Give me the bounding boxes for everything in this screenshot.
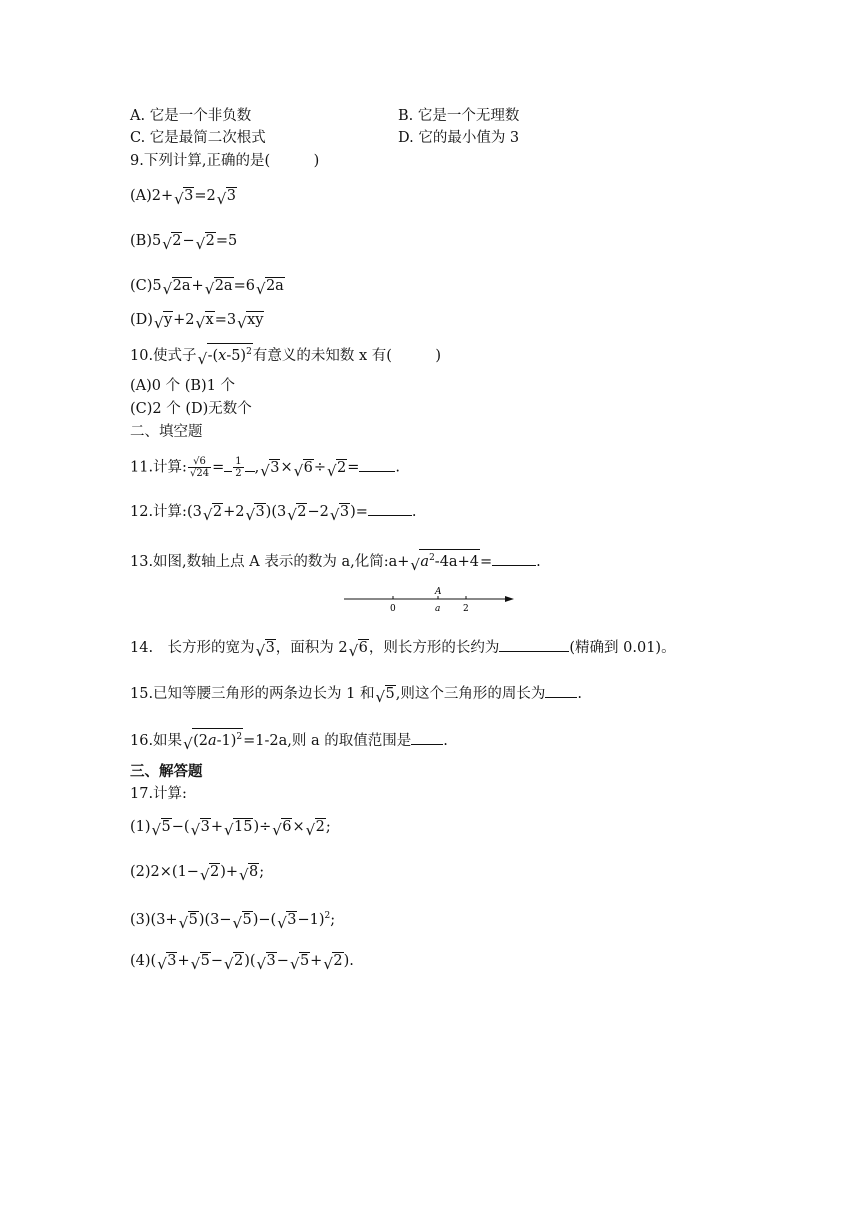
sqrt: √ 2 (305, 819, 325, 839)
radicand: 5 (200, 953, 210, 969)
q8-option-d: D. 它的最小值为 3 (398, 130, 520, 146)
text: (1) (130, 819, 151, 835)
operator: ÷ (313, 459, 326, 476)
sqrt: √ $(2a-1)^2$ (183, 728, 243, 751)
sqrt: √ 2a (255, 278, 284, 298)
denominator: √24 (189, 468, 210, 479)
q11 (130, 456, 400, 479)
text: 有意义的未知数 x 有( ) (252, 347, 442, 364)
text: 24 (196, 468, 210, 479)
radicand: 2 (205, 233, 215, 249)
answer-blank (492, 551, 536, 566)
text: + (177, 953, 190, 969)
exponent: 2 (429, 553, 435, 563)
q8-option-a: A. 它是一个非负数 (130, 108, 252, 124)
text: = (347, 459, 360, 476)
text: )−( (252, 911, 277, 928)
text: -4a+4 (434, 553, 479, 570)
q17-part-4 (130, 951, 354, 971)
text: 5 (151, 233, 162, 249)
answer-blank (224, 457, 232, 472)
q10-stem (130, 343, 441, 366)
variable: a (420, 553, 430, 570)
q17-part-2 (130, 862, 264, 882)
text: )(3− (198, 911, 232, 928)
radicand: 6 (282, 819, 292, 835)
q17-part-1 (130, 817, 331, 837)
sqrt: √ 3 (255, 640, 275, 660)
sqrt: √ 8 (239, 864, 259, 884)
answer-blank (545, 683, 577, 698)
text: 6 (199, 456, 206, 467)
radicand: 3 (265, 640, 275, 656)
text: ; (259, 864, 265, 880)
q9-stem: 9.下列计算,正确的是( ) (130, 153, 320, 169)
sqrt: √ 2 (287, 504, 307, 524)
text: × (292, 819, 305, 835)
radicand: 3 (266, 953, 276, 969)
sqrt: √ 3 (174, 188, 194, 208)
sqrt: √ x (195, 312, 214, 332)
sqrt: √ 2a (204, 278, 233, 298)
radicand: 2 (172, 233, 182, 249)
q14 (130, 637, 676, 658)
text: ; (325, 819, 331, 835)
variable: a (207, 732, 217, 749)
text: +2 (223, 504, 245, 520)
radicand: 6 (303, 459, 313, 476)
sqrt: √ 6 (272, 819, 292, 839)
radicand: 6 (358, 640, 368, 656)
sqrt: √ 6 (293, 459, 313, 480)
q8-option-c: C. 它是最简二次根式 (130, 130, 266, 146)
radicand: 3 (339, 504, 350, 520)
radicand: 15 (233, 819, 253, 835)
radicand: 3 (184, 188, 194, 204)
q16 (130, 728, 448, 751)
radicand: 3 (287, 911, 297, 928)
text: . (536, 553, 541, 570)
radicand: 2a (214, 278, 233, 294)
text: ，面积为 2 (275, 640, 348, 656)
text: 2+ (151, 188, 174, 204)
radicand: xy (247, 312, 264, 328)
text: -( (207, 347, 219, 364)
radicand (419, 549, 480, 571)
text: . (577, 686, 582, 702)
exponent: 2 (236, 732, 243, 742)
text: )(3 (265, 504, 287, 520)
sqrt: √ 3 (256, 953, 276, 973)
q9-option-d (130, 310, 264, 330)
answer-blank (359, 457, 395, 472)
numerator: √6 (188, 456, 211, 468)
text: =5 (215, 233, 238, 249)
text: −2 (307, 504, 329, 520)
variable: x (218, 347, 227, 364)
text: ). (343, 953, 354, 969)
text: − (182, 233, 195, 249)
axis-arrowhead (505, 596, 514, 602)
option-label: (A) (130, 188, 152, 204)
q9-option-c (130, 276, 285, 296)
q12 (130, 501, 416, 522)
sqrt: √ 3 (277, 911, 297, 932)
text: . (411, 504, 417, 520)
radicand: 3 (200, 819, 210, 835)
q15 (130, 683, 582, 704)
q10-options-row1: (A)0 个 (B)1 个 (130, 378, 236, 394)
radicand (192, 728, 243, 750)
radicand: 2 (315, 819, 325, 835)
text: -5) (226, 347, 247, 364)
q10-options-row2: (C)2 个 (D)无数个 (130, 401, 252, 417)
exponent: 2 (246, 347, 252, 357)
radicand: 2 (209, 864, 220, 880)
text: − (210, 953, 223, 969)
sqrt: √ 2 (202, 504, 223, 524)
text: + (310, 953, 323, 969)
q17-stem: 17.计算: (130, 786, 187, 802)
text: 12.计算:(3 (130, 504, 202, 520)
sqrt: √ 2 (199, 864, 220, 884)
text: =1-2a,则 a 的取值范围是 (243, 732, 412, 749)
text: =2 (194, 188, 216, 204)
text: . (443, 732, 448, 749)
text: = (479, 553, 493, 570)
sqrt: √ 3 (157, 953, 177, 973)
radicand: 2 (297, 504, 307, 520)
numerator: 1 (235, 456, 242, 467)
text: ,则这个三角形的周长为 (395, 686, 546, 702)
text: . (395, 459, 400, 476)
text: 14. 长方形的宽为 (130, 640, 255, 656)
q9-option-a (130, 186, 237, 206)
text: 10.使式子 (130, 347, 197, 364)
answer-blank (411, 730, 443, 745)
text: −( (171, 819, 190, 835)
text: (精确到 0.01)。 (569, 640, 676, 656)
text: −1) (297, 911, 325, 928)
text: 13.如图,数轴上点 A 表示的数为 a,化简:a+ (130, 553, 410, 570)
text: )= (350, 504, 368, 520)
answer-blank (499, 637, 569, 652)
radicand: 8 (249, 864, 259, 880)
text: , (254, 459, 260, 476)
radicand: x (205, 312, 214, 328)
radicand: 2 (336, 459, 347, 476)
radicand: 2a (172, 278, 191, 294)
sqrt: √ 3 (260, 459, 280, 480)
denominator: 2 (235, 468, 242, 479)
radicand: 2a (265, 278, 284, 294)
sqrt: √ 2 (323, 953, 343, 973)
radicand: 5 (242, 911, 252, 928)
q13 (130, 549, 541, 572)
text: ; (330, 911, 336, 928)
label-a: a (435, 604, 441, 614)
sqrt: √ 3 (329, 504, 350, 524)
radicand: 5 (188, 911, 198, 928)
text: = (212, 459, 225, 476)
sqrt: √ 15 (223, 819, 253, 839)
radicand: 5 (161, 819, 171, 835)
sqrt: √ 2 (223, 953, 244, 973)
radicand: 2 (333, 953, 343, 969)
text: )+ (220, 864, 238, 880)
sqrt: √ 3 (245, 504, 265, 524)
fraction (188, 456, 211, 479)
radicand: 3 (167, 953, 177, 969)
sqrt: √ 5 (375, 686, 395, 706)
text: -1) (216, 732, 237, 749)
sqrt: √ y (153, 312, 173, 332)
sqrt: √ 5 (232, 911, 252, 932)
text: )÷ (253, 819, 272, 835)
sqrt: √ 2 (162, 233, 182, 253)
sqrt: √ 2 (326, 459, 347, 480)
radicand: 2 (233, 953, 244, 969)
q9-option-b (130, 231, 237, 251)
sqrt: √ $a^2-4a+4$ (410, 549, 480, 572)
text: (3)(3+ (130, 911, 178, 928)
text: 11.计算: (130, 459, 187, 476)
sqrt: √ $-(x-5)^2$ (198, 343, 253, 366)
text: (2 (193, 732, 208, 749)
q8-option-b: B. 它是一个无理数 (398, 108, 520, 124)
text: =3 (214, 312, 237, 328)
label-two: 2 (463, 604, 469, 614)
sqrt: √ 5 (190, 953, 210, 973)
text: (4)( (130, 953, 157, 969)
text: )( (244, 953, 256, 969)
text: − (276, 953, 289, 969)
text: + (210, 819, 223, 835)
option-label: (C) (130, 278, 153, 294)
sqrt: √ 5 (151, 819, 171, 839)
option-label: (D) (130, 312, 153, 328)
text: 16.如果 (130, 732, 183, 749)
point-label-a-upper: A (435, 587, 442, 597)
radicand: 3 (226, 188, 237, 204)
sqrt: √ 2a (162, 278, 191, 298)
answer-blank (368, 501, 412, 516)
text: + (191, 278, 204, 294)
sqrt: √ xy (237, 312, 264, 332)
radicand: 5 (385, 686, 395, 702)
radicand: 3 (270, 459, 280, 476)
label-zero: 0 (390, 604, 396, 614)
sqrt: √ 5 (289, 953, 310, 973)
text: 5 (152, 278, 162, 294)
section-3-heading: 三、解答题 (130, 763, 203, 780)
radicand (207, 343, 253, 365)
exponent: 2 (324, 911, 331, 921)
q17-part-3 (130, 906, 335, 930)
operator: × (280, 459, 293, 476)
section-2-heading: 二、填空题 (130, 424, 203, 440)
sqrt: √ 3 (216, 188, 237, 208)
sqrt: √ 5 (178, 911, 198, 932)
text: =6 (233, 278, 255, 294)
radicand: 2 (212, 504, 223, 520)
sqrt: √ 2 (195, 233, 215, 253)
radicand: y (163, 312, 173, 328)
sqrt: √ 3 (190, 819, 210, 839)
radicand: 3 (255, 504, 265, 520)
text: ，则长方形的长约为 (368, 640, 500, 656)
text: 15.已知等腰三角形的两条边长为 1 和 (130, 686, 375, 702)
radicand: 5 (299, 953, 310, 969)
text: (2)2×(1− (130, 864, 199, 880)
option-label: (B) (130, 233, 152, 249)
text: +2 (173, 312, 195, 328)
sqrt: √ 6 (348, 640, 368, 660)
fraction (233, 456, 243, 479)
answer-blank (245, 457, 255, 472)
